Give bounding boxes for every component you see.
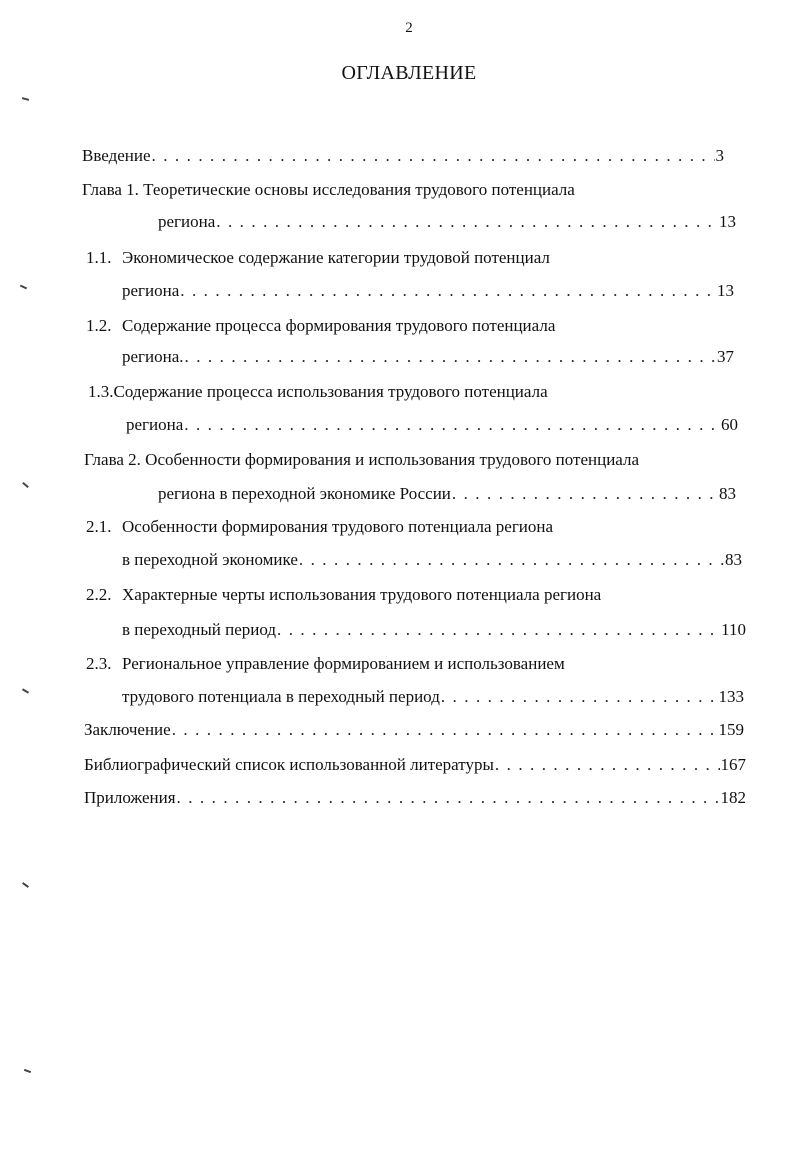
toc-entry-text: в переходный период — [122, 620, 277, 639]
dot-leader — [180, 281, 716, 301]
toc-entry-text: Приложения — [84, 788, 176, 807]
scan-mark — [22, 97, 29, 101]
dot-leader — [185, 347, 716, 367]
page-title: ОГЛАВЛЕНИЕ — [341, 62, 477, 84]
dot-leader — [172, 720, 718, 740]
toc-entry-page: 3 — [715, 146, 724, 165]
toc-entry-text: Введение — [82, 146, 151, 165]
toc-entry-page: 182 — [720, 788, 746, 807]
toc-entry-text: в переходной экономике — [122, 550, 298, 569]
toc-entry-page: 83 — [719, 484, 736, 503]
toc-section-number: 1.3. — [88, 382, 114, 401]
toc-entry-text: региона — [126, 415, 184, 434]
toc-entry-page: 133 — [718, 687, 744, 706]
toc-section-number: 1.1. — [86, 248, 112, 267]
toc-section-2-3-continuation — [122, 687, 744, 709]
scan-mark — [20, 285, 27, 290]
toc-entry-text: Заключение — [84, 720, 171, 739]
scan-mark — [22, 882, 29, 888]
toc-entry-text: Библиографический список использованной литературы — [84, 755, 494, 774]
toc-section-1-2-heading — [86, 316, 726, 338]
toc-entry-text: региона. — [122, 347, 184, 366]
scan-mark — [22, 688, 29, 693]
toc-entry-text: трудового потенциала в переходный период — [122, 687, 440, 706]
toc-entry-page: 13 — [719, 212, 736, 231]
toc-entry-page: 13 — [717, 281, 734, 300]
toc-chapter-1-heading — [82, 180, 722, 202]
toc-section-2-2-heading — [86, 585, 726, 607]
toc-entry-bibliography — [84, 755, 746, 777]
toc-entry-text: Особенности формирования трудового потенциала региона — [122, 517, 554, 536]
dot-leader — [277, 620, 720, 640]
toc-entry-text: Характерные черты использования трудового потенциала региона — [122, 585, 602, 604]
toc-entry-text: Глава 1. Теоретические основы исследования трудового потенциала — [82, 180, 575, 199]
toc-entry-text: региона в переходной экономике России — [158, 484, 451, 503]
dot-leader — [299, 550, 724, 570]
toc-section-number: 2.1. — [86, 517, 112, 536]
toc-entry-text: Содержание процесса формирования трудового потенциала — [122, 316, 556, 335]
toc-section-2-2-continuation — [122, 620, 746, 642]
toc-entry-page: 110 — [721, 620, 746, 639]
toc-entry-introduction — [82, 146, 724, 168]
toc-entry-page: 83 — [725, 550, 742, 569]
toc-chapter-1-continuation — [158, 212, 736, 234]
toc-section-number: 1.2. — [86, 316, 112, 335]
toc-entry-conclusion — [84, 720, 744, 742]
toc-chapter-2-continuation — [158, 484, 736, 506]
toc-section-1-1-continuation — [122, 281, 734, 303]
dot-leader — [184, 415, 720, 435]
toc-section-1-1-heading — [86, 248, 726, 270]
toc-entry-text: региона — [158, 212, 216, 231]
toc-section-2-3-heading — [86, 654, 726, 676]
dot-leader — [495, 755, 720, 775]
toc-entry-appendices — [84, 788, 746, 810]
dot-leader — [177, 788, 720, 808]
toc-chapter-2-heading — [84, 450, 744, 472]
dot-leader — [452, 484, 718, 504]
toc-section-1-2-continuation — [122, 347, 734, 369]
toc-entry-page: 60 — [721, 415, 738, 434]
toc-entry-page: 37 — [717, 347, 734, 366]
toc-entry-text: Региональное управление формированием и использованием — [122, 654, 565, 673]
toc-entry-page: 159 — [718, 720, 744, 739]
toc-section-1-3-heading — [88, 382, 728, 404]
toc-section-number: 2.3. — [86, 654, 112, 673]
toc-entry-page: 167 — [720, 755, 746, 774]
scan-mark — [24, 1069, 31, 1073]
toc-section-2-1-continuation — [122, 550, 742, 572]
scan-mark — [22, 482, 29, 488]
toc-entry-text: Экономическое содержание категории трудовой потенциал — [122, 248, 550, 267]
toc-section-1-3-continuation — [126, 415, 738, 437]
toc-entry-text: Содержание процесса использования трудового потенциала — [113, 382, 548, 401]
dot-leader — [441, 687, 718, 707]
toc-entry-text: Глава 2. Особенности формирования и использования трудового потенциала — [84, 450, 640, 469]
toc-section-2-1-heading — [86, 517, 726, 539]
dot-leader — [216, 212, 718, 232]
page-number: 2 — [405, 20, 413, 36]
toc-entry-text: региона — [122, 281, 180, 300]
toc-section-number: 2.2. — [86, 585, 112, 604]
dot-leader — [152, 146, 715, 166]
